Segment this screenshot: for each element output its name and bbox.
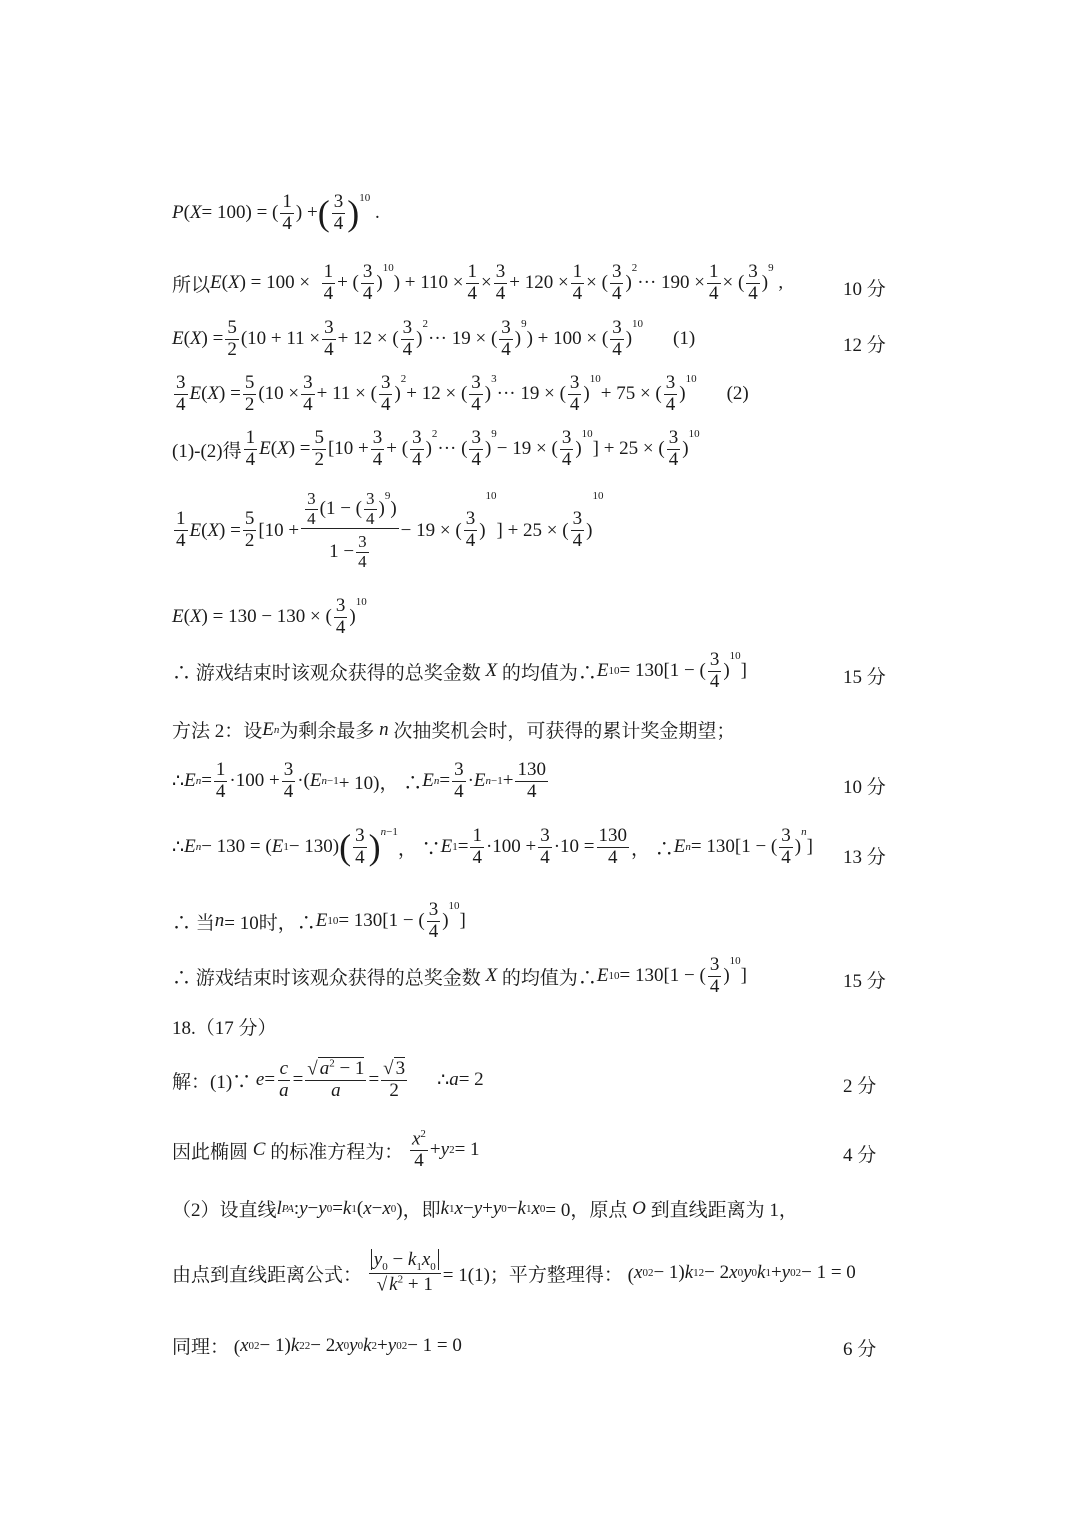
eq-line-18: 由点到直线距离公式： $y_0 - k_1x_0$ √ $k^2 + 1$ = 1(1)；平方整理得： ( x 0 2 − 1) k 1 2 − 2 x 0 y 0 k 1 + y 0 2 − 1 = 0	[172, 1249, 856, 1296]
score-12: 12 分	[843, 335, 886, 356]
eq-line-1: P ( X = 100) = ( 1 4 ) + ( 3 4 ) $^{10}$ .	[172, 191, 380, 234]
tag-1: (1)	[673, 328, 696, 350]
eq-line-15: 解：(1)∵ e = c a = √ $a^2 - 1$ a = √ 3 2 ∴ a = 2	[172, 1057, 484, 1102]
score-6: 6 分	[843, 1339, 877, 1360]
score-15a: 15 分	[843, 667, 886, 688]
eq-line-6: 1 4 E ( X ) = 5 2 [10 + 3 4 (1 − ( 3 4 ) $^9$ ) 1 − 3 4 − 19 × ( 3 4 ) 10 ] + 25 × ( 3 4 ) 10	[176, 489, 604, 572]
score-2: 2 分	[843, 1076, 877, 1097]
tag-2: (2)	[726, 383, 749, 405]
score-13: 13 分	[843, 847, 886, 868]
eq-line-8: ∴ 游戏结束时该观众获得的总奖金数 X 的均值为∴ E 10 = 130[1 − ( 3 4 ) $^{10}$ ]	[172, 649, 747, 692]
eq-line-4: 3 4 E ( X ) = 5 2 (10 × 3 4 + 11 × ( 3 4 ) $^2$ + 12 × ( 3 4 ) $^3$ ··· 19 × ( 3 4 ) $^{10}$ + 75 × ( 3 4 ) $^{10}$ (2)	[176, 372, 749, 415]
score-10b: 10 分	[843, 777, 886, 798]
eq-line-2: 所以 E ( X ) = 100 × 1 4 + ( 3 4 ) $^{10}$ ) + 110 × 1 4 × 3 4 + 120 × 1 4 × ( 3 4 ) $^2$ ··· 190 × 1 4 × ( 3 4 ) $^9$ ,	[172, 261, 784, 304]
question-18-header: 18.（17 分）	[172, 1018, 277, 1039]
step-label: (1)-(2)得	[172, 440, 242, 462]
eq-line-3: E ( X ) = 5 2 (10 + 11 × 3 4 + 12 × ( 3 4 ) $^2$ ··· 19 × ( 3 4 ) $^9$ ) + 100 × ( 3 4 ) $^{10}$ (1)	[172, 317, 696, 360]
eq-line-16: 因此椭圆 C 的标准方程为： $x^2$ 4 + y 2 = 1	[172, 1128, 480, 1172]
score-10: 10 分	[843, 279, 886, 300]
eq-line-19: 同理： ( x 0 2 − 1) k 2 2 − 2 x 0 y 0 k 2 + y 0 2 − 1 = 0	[172, 1334, 462, 1358]
eq-line-17: （2）设直线 l PA : y − y 0 = k 1 ( x − x 0 )，即 k 1 x − y + y 0 − k 1 x 0 = 0，原点 O 到直线距离为 1，	[172, 1197, 798, 1221]
score-4: 4 分	[843, 1145, 877, 1166]
eq-line-13: ∴ 游戏结束时该观众获得的总奖金数 X 的均值为∴ E 10 = 130[1 − ( 3 4 ) $^{10}$ ]	[172, 954, 747, 997]
eq-line-5: (1)-(2)得 1 4 E ( X ) = 5 2 [10 + 3 4 + ( 3 4 ) $^2$ ··· ( 3 4 ) $^9$ − 19 × ( 3 4 ) $^{10}$ ] + 25 × ( 3 4 ) $^{10}$	[172, 427, 700, 470]
eq-line-10: ∴ E n = 1 4 ·100 + 3 4 ·( E n−1 + 10)， ∴ E n = 3 4 · E n−1 + 130 4	[172, 759, 546, 802]
eq-line-12: ∴ 当 n = 10时，∴ E 10 = 130[1 − ( 3 4 ) $^{10}$ ]	[172, 899, 466, 942]
eq-line-7: E ( X ) = 130 − 130 × ( 3 4 ) $^{10}$	[172, 595, 367, 638]
score-15b: 15 分	[843, 971, 886, 992]
eq-line-11: ∴ E n − 130 = ( E 1 − 130) ( 3 4 ) $^{n -1}$ ， ∵ E 1 = 1 4 ·100 + 3 4 ·10 = 130 4 ， ∴ E n = 130[1 − ( 3 4 ) $^n$ ]	[172, 825, 813, 868]
eq-line-9: 方法 2：设 E n 为剩余最多 n 次抽奖机会时，可获得的累计奖金期望；	[172, 718, 736, 742]
